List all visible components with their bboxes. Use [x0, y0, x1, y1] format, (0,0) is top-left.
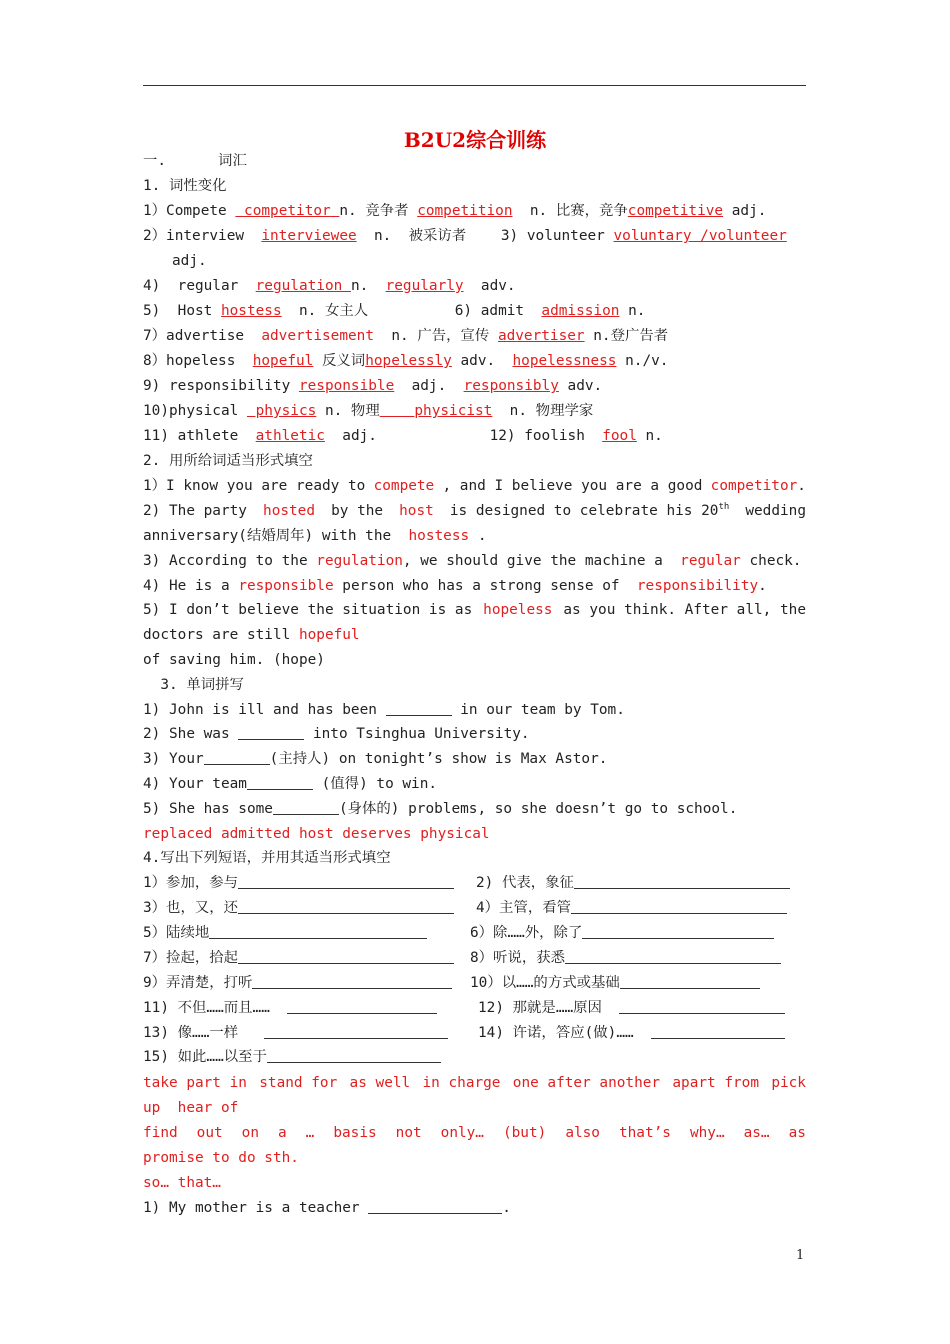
q1-line-3: 4) regular regulation n. regularly adv. [143, 278, 516, 294]
q1-line-7: 9) responsibility responsible adj. responsibly adv. [143, 378, 603, 394]
q4-phrase-8: 8）听说，获悉 [470, 946, 810, 971]
q4-phrase-11: 11) 不但……而且…… [143, 996, 813, 1021]
q2-heading: 2. 用所给词适当形式填空 [143, 453, 313, 469]
q4-phrase-7: 7）捡起，拾起 [143, 946, 813, 971]
page-title: B2U2综合训练 [403, 128, 547, 152]
q2-sentence-2: 2) The party hosted by the host is designed to celebrate his 20th wedding [143, 502, 806, 519]
q3-sentence-1: 1) John is ill and has been in our team by Tom. [143, 698, 813, 723]
q2-sentence-5: 5) I don’t believe the situation is as hopeless as you think. After all, the [143, 602, 806, 618]
q4-phrase-5: 5）陆续地 [143, 921, 813, 946]
q1-line-4: 5) Host hostess n. 女主人 6) admit admission n. [143, 303, 646, 319]
q4-answers-2: up hear of [143, 1100, 239, 1116]
q4-phrase-13: 13) 像……一样 [143, 1021, 813, 1046]
q4-phrase-14: 14) 许诺，答应(做)…… [478, 1021, 818, 1046]
q1-line-1: 1）Compete competitor n. 竞争者 competition n. 比赛，竞争competitive adj. [143, 203, 767, 219]
q1-line-9: 11) athlete athletic adj. 12) foolish fool n. [143, 428, 663, 444]
q4-phrase-1: 1）参加，参与 [143, 871, 813, 896]
q4-phrase-12: 12) 那就是……原因 [478, 996, 818, 1021]
q1-line-5: 7）advertise advertisement n. 广告，宣传 advertiser n.登广告者 [143, 328, 669, 344]
q2-sentence-2b: anniversary(结婚周年) with the hostess . [143, 528, 487, 544]
q4-answers-5: so… that… [143, 1175, 221, 1191]
q3-sentence-4: 4) Your team (值得) to win. [143, 772, 813, 797]
q1-line-2b: adj. [172, 253, 207, 269]
q2-sentence-1: 1）I know you are ready to compete , and I believe you are a good competitor. [143, 478, 806, 494]
q4-phrase-2: 2) 代表，象征 [476, 871, 816, 896]
q2-sentence-5c: of saving him. (hope) [143, 652, 325, 668]
q1-line-8: 10)physical physics n. 物理 physicist n. 物理学家 [143, 403, 594, 419]
q4-exercise-1: 1) My mother is a teacher . [143, 1196, 813, 1221]
q4-answers-1: take part in stand for as well in charge one after another apart from pick [143, 1075, 806, 1091]
q4-phrase-9: 9）弄清楚，打听 [143, 971, 813, 996]
q2-sentence-3: 3) According to the regulation, we should give the machine a regular check. [143, 553, 802, 569]
page-number: 1 [796, 1248, 805, 1263]
header-rule [143, 85, 806, 86]
q2-sentence-5b: doctors are still hopeful [143, 627, 360, 643]
q4-answers-3: find out on a … basis not only… (but) also that’s why… as… as [143, 1125, 806, 1141]
q1-line-2: 2）interview interviewee n. 被采访者 3) volunteer voluntary /volunteer [143, 228, 787, 244]
q4-heading: 4.写出下列短语，并用其适当形式填空 [143, 850, 391, 866]
q4-phrase-15: 15) 如此……以至于 [143, 1045, 813, 1070]
q4-phrase-3: 3）也，又，还 [143, 896, 813, 921]
q3-sentence-3: 3) Your (主持人) on tonight’s show is Max Astor. [143, 747, 813, 772]
q4-phrase-4: 4）主管，看管 [476, 896, 816, 921]
q1-line-6: 8）hopeless hopeful 反义词hopelessly adv. hopelessness n./v. [143, 353, 669, 369]
q3-answers: replaced admitted host deserves physical [143, 826, 490, 842]
q2-sentence-4: 4) He is a responsible person who has a strong sense of responsibility. [143, 578, 767, 594]
q4-phrase-6: 6）除……外，除了 [470, 921, 810, 946]
q4-phrase-10: 10）以……的方式或基础 [470, 971, 810, 996]
q3-sentence-5: 5) She has some (身体的) problems, so she doesn’t go to school. [143, 797, 813, 822]
q3-heading: 3. 单词拼写 [143, 677, 244, 693]
q4-answers-4: promise to do sth. [143, 1150, 299, 1166]
q1-heading: 1. 词性变化 [143, 178, 227, 194]
section-heading: 一. 词汇 [143, 153, 247, 169]
q3-sentence-2: 2) She was into Tsinghua University. [143, 722, 813, 747]
